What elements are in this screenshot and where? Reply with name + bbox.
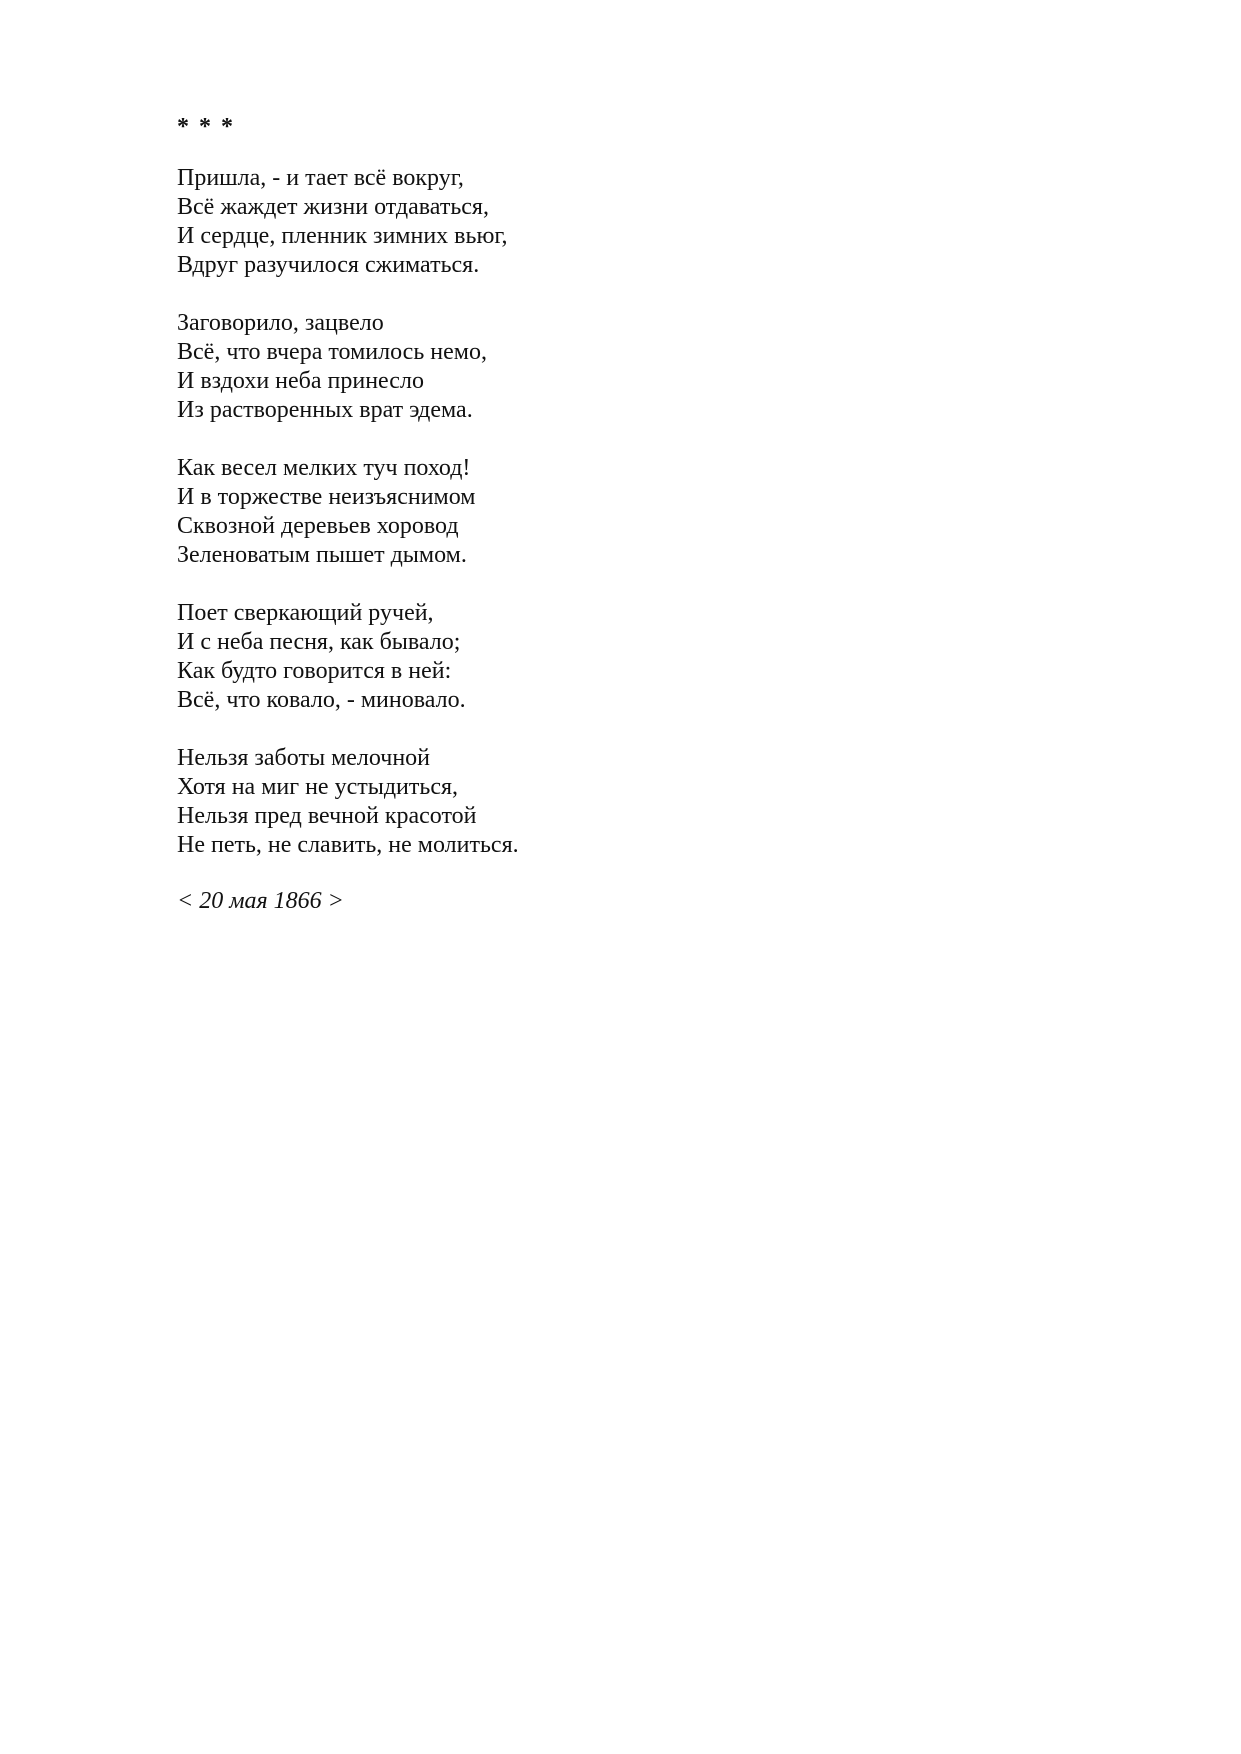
poem-title: * * * [177,114,235,140]
poem-line: Зеленоватым пышет дымом. [177,542,467,568]
poem-line: Нельзя заботы мелочной [177,745,431,771]
poem-line: Не петь, не славить, не молиться. [177,832,519,858]
poem-line: Как будто говорится в ней: [177,658,452,684]
poem-line: И в торжестве неизъяснимом [177,484,476,510]
poem-line: Из растворенных врат эдема. [177,397,473,423]
poem-line: Нельзя пред вечной красотой [177,803,477,829]
stanza-5 [177,744,1077,860]
poem-line: Заговорило, зацвело [177,310,384,336]
poem-line: Пришла, - и тает всё вокруг, [177,165,464,191]
poem-page [177,112,1077,916]
poem-line: Всё жаждет жизни отдаваться, [177,194,489,220]
poem-line: Поет сверкающий ручей, [177,600,434,626]
poem-line: Всё, что вчера томилось немо, [177,339,487,365]
poem-line: Хотя на миг не устыдиться, [177,774,459,800]
poem-line: И с неба песня, как бывало; [177,629,461,655]
stanza-4 [177,599,1077,715]
poem-line: И вздохи неба принесло [177,368,424,394]
poem-line: Всё, что ковало, - миновало. [177,687,466,713]
stanza-3 [177,454,1077,570]
poem-date: < 20 мая 1866 > [177,888,344,914]
stanza-2 [177,309,1077,425]
poem-line: Вдруг разучилося сжиматься. [177,252,480,278]
poem-line: Сквозной деревьев хоровод [177,513,459,539]
stanza-1 [177,164,1077,280]
poem-line: И сердце, пленник зимних вьюг, [177,223,508,249]
poem-line: Как весел мелких туч поход! [177,455,471,481]
